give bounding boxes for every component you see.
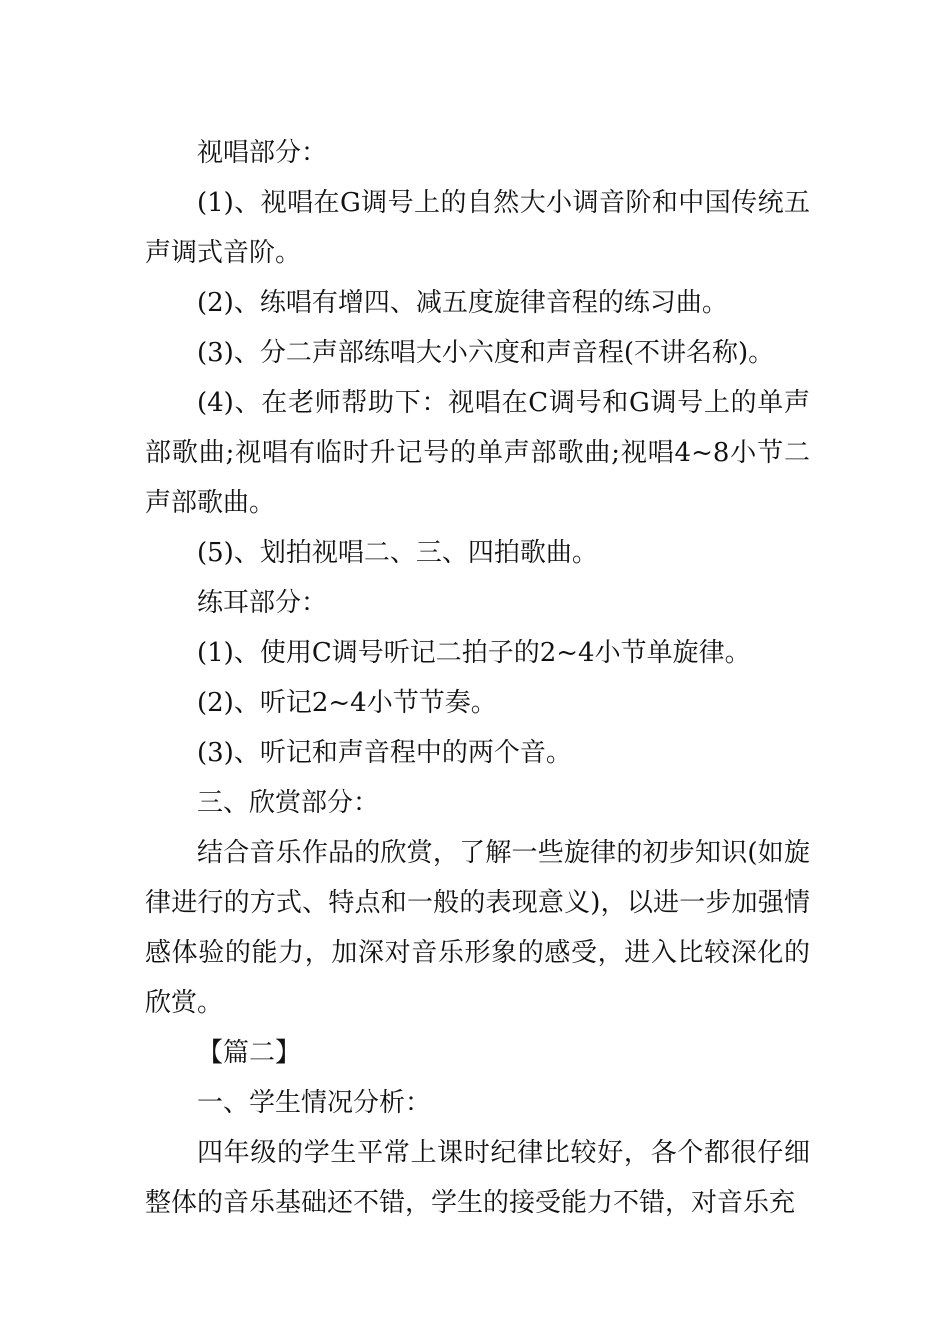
body-paragraph: 四年级的学生平常上课时纪律比较好，各个都很仔细整体的音乐基础还不错，学生的接受能力不错，对音乐充 <box>145 1138 810 1218</box>
section-heading-sight-singing: 视唱部分： <box>197 138 328 168</box>
body-paragraph: 结合音乐作品的欣赏，了解一些旋律的初步知识(如旋律进行的方式、特点和一般的表现意义)，以进一步加强情感体验的能力，加深对音乐形象的感受，进入比较深化的欣赏。 <box>145 838 810 1018</box>
list-item: (2)、听记2~4小节节奏。 <box>197 688 497 718</box>
part-heading: 【篇二】 <box>197 1038 302 1068</box>
list-item: (5)、划拍视唱二、三、四拍歌曲。 <box>197 538 598 568</box>
section-heading-appreciation: 三、欣赏部分： <box>197 788 380 818</box>
document-body <box>145 128 810 1228</box>
list-item: (2)、练唱有增四、减五度旋律音程的练习曲。 <box>197 288 728 318</box>
section-heading-student-analysis: 一、学生情况分析： <box>197 1088 432 1118</box>
list-item: (3)、分二声部练唱大小六度和声音程(不讲名称)。 <box>197 338 775 368</box>
list-item: (3)、听记和声音程中的两个音。 <box>197 738 572 768</box>
list-item: (4)、在老师帮助下：视唱在C调号和G调号上的单声部歌曲;视唱有临时升记号的单声部歌曲;视唱4~8小节二声部歌曲。 <box>145 388 810 518</box>
list-item: (1)、视唱在G调号上的自然大小调音阶和中国传统五声调式音阶。 <box>145 188 810 268</box>
section-heading-ear-training: 练耳部分： <box>197 588 328 618</box>
list-item: (1)、使用C调号听记二拍子的2~4小节单旋律。 <box>197 638 751 668</box>
